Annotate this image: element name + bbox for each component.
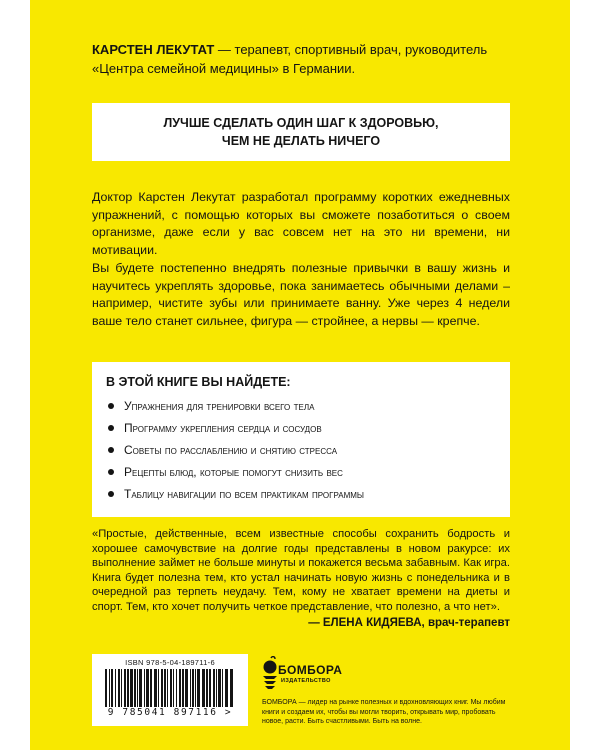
isbn-label: ISBN 978-5-04-189711-6	[125, 658, 215, 667]
review-quote: «Простые, действенные, всем известные способы сохранить бодрость и хорошее самочувствие на долгие годы представлены в новом ракурсе: их выполнение займет не больше минуты и покажется весьма забавным. Как игра. Книга будет полезна тем, кто устал начинать новую жизнь с понедельника и в очередной раз терпеть неудачу. Тем, кому не хватает времени на диеты и спорт. Тем, кто хочет получить четкое представление, что полезно, а что нет».	[92, 528, 510, 613]
list-item-text: Советы по расслаблению и снятию стресса	[124, 443, 338, 457]
list-item	[106, 464, 510, 486]
book-contents-panel	[92, 362, 510, 517]
list-item-text: Упражнения для тренировки всего тела	[124, 399, 315, 413]
list-item	[106, 486, 510, 508]
list-item	[106, 398, 510, 420]
book-back-cover	[30, 0, 570, 750]
book-contents-list	[106, 398, 510, 508]
list-item	[106, 420, 510, 442]
description-paragraph-2: Вы будете постепенно внедрять полезные привычки в вашу жизнь и научитесь укреплять здоровье, пока занимаетесь обычными делами – например, чистите зубы или принимаете ванну. Уже через 4 недели ваше тело станет сильнее, фигура — стройнее, а нервы — крепче.	[92, 261, 510, 328]
description-paragraph-1: Доктор Карстен Лекутат разработал программу коротких ежедневных упражнений, с помощью которых вы сможете позаботиться о своем организме, даже если у вас совсем нет на это ни времени, ни мотивации.	[92, 190, 510, 257]
bullet-icon	[108, 491, 114, 497]
list-item-text: Программу укрепления сердца и сосудов	[124, 421, 322, 435]
author-bio	[92, 40, 512, 78]
list-item-text: Таблицу навигации по всем практикам программы	[124, 487, 365, 501]
bullet-icon	[108, 425, 114, 431]
list-item	[106, 442, 510, 464]
publisher-subtitle: ИЗДАТЕЛЬСТВО	[281, 678, 331, 684]
bullet-icon	[108, 403, 114, 409]
bullet-icon	[108, 469, 114, 475]
publisher-name: БОМБОРА	[278, 663, 343, 677]
bomb-logo-icon	[262, 656, 278, 692]
isbn-barcode-panel	[92, 654, 248, 726]
author-description: — терапевт, спортивный врач, руководитель «Центра семейной медицины» в Германии.	[92, 42, 488, 76]
tagline-panel	[92, 103, 510, 161]
bullet-icon	[108, 447, 114, 453]
review-signature: — ЕЛЕНА КИДЯЕВА, врач-терапевт	[308, 617, 510, 629]
book-contents-title: В ЭТОЙ КНИГЕ ВЫ НАЙДЕТЕ:	[106, 375, 291, 389]
barcode-digits: 9 785041 897116 >	[107, 707, 233, 718]
tagline-line-2: ЧЕМ НЕ ДЕЛАТЬ НИЧЕГО	[221, 134, 381, 148]
publisher-logo	[262, 656, 352, 696]
author-name: КАРСТЕН ЛЕКУТАТ	[92, 42, 215, 57]
publisher-description: БОМБОРА — лидер на рынке полезных и вдохновляющих книг. Мы любим книги и создаем их, чтобы вы могли творить, открывать мир, пробовать новое, расти. Быть счастливыми. Быть на волне.	[262, 699, 506, 726]
tagline-line-1: ЛУЧШЕ СДЕЛАТЬ ОДИН ШАГ К ЗДОРОВЬЮ,	[163, 116, 439, 130]
barcode-icon	[101, 669, 239, 707]
list-item-text: Рецепты блюд, которые помогут снизить вес	[124, 465, 343, 479]
